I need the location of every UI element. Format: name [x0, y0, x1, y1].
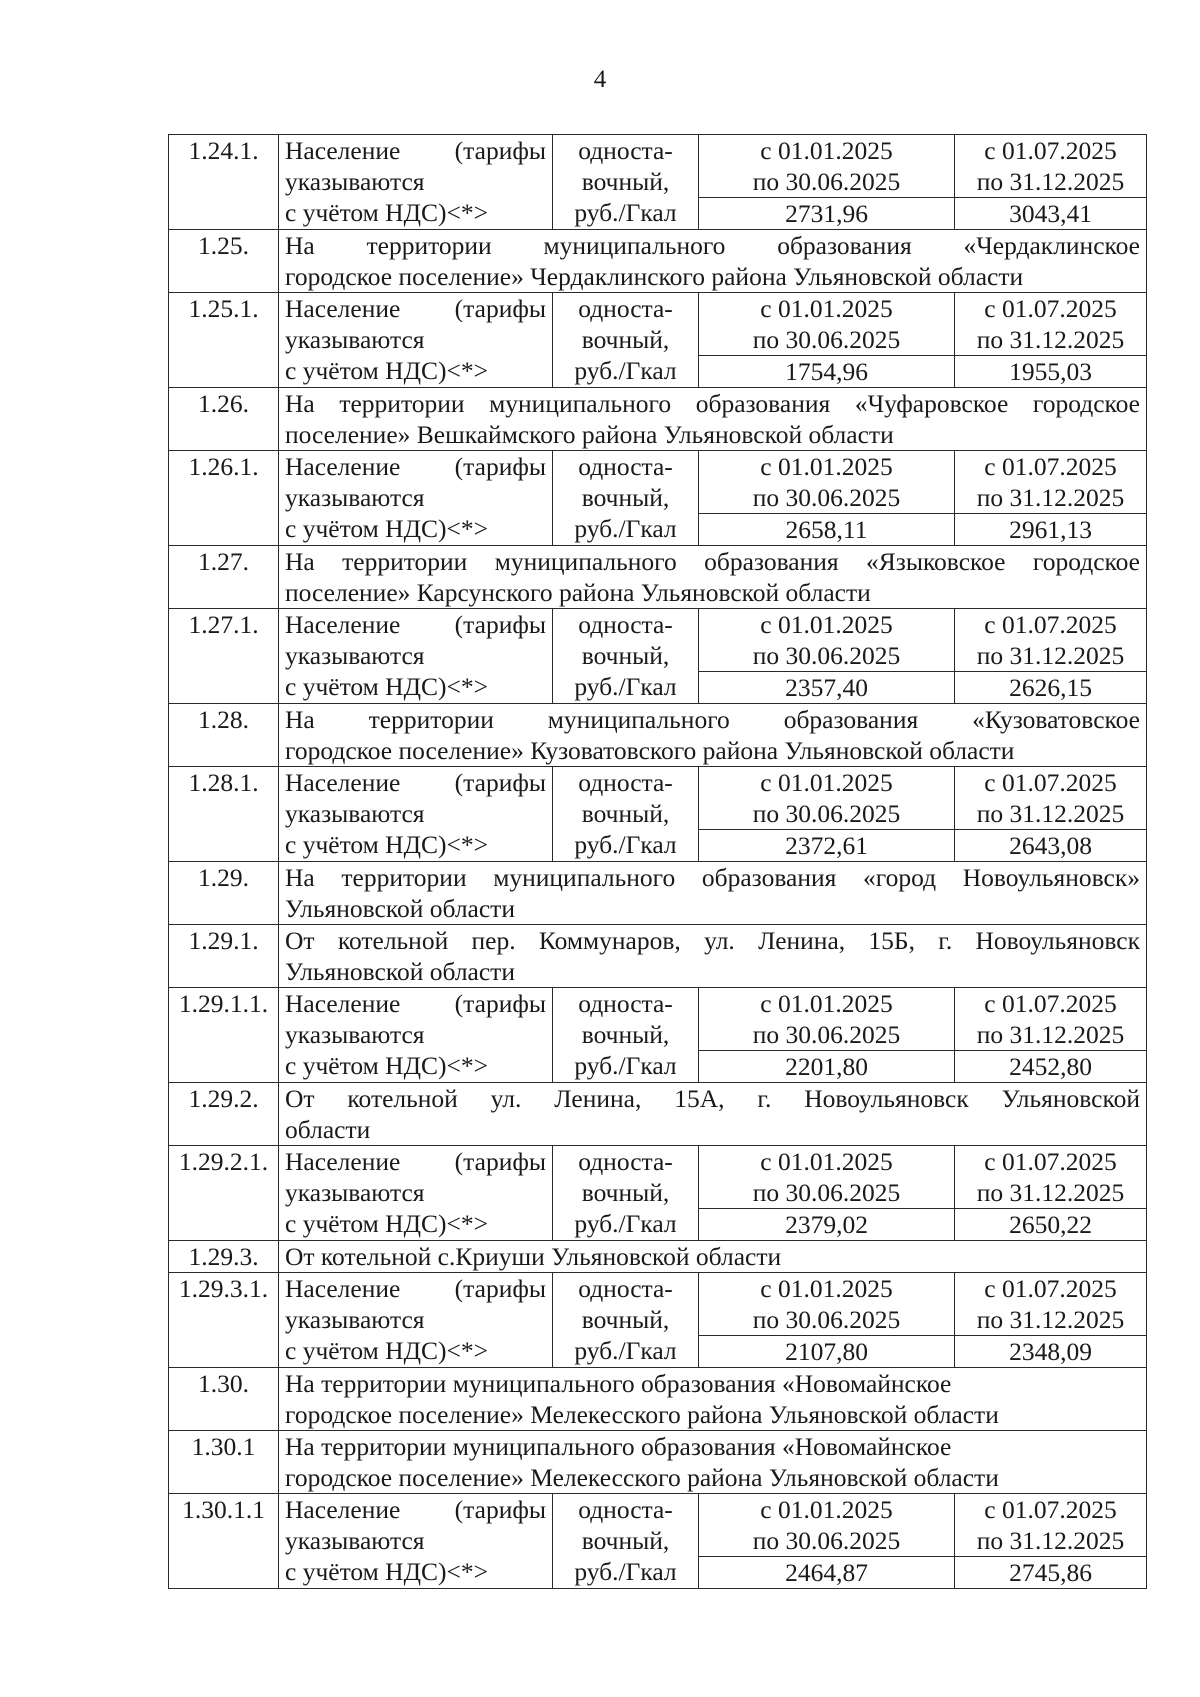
period-text: по 31.12.2025: [976, 167, 1125, 196]
area-description: [279, 230, 1147, 293]
period-text: по 31.12.2025: [976, 1020, 1125, 1049]
unit-text: односта-: [578, 768, 673, 797]
unit-text: руб./Гкал: [574, 1051, 677, 1080]
tariff-value-first-half: 2372,61: [699, 830, 955, 862]
consumer-cell: [279, 609, 553, 704]
consumer-cell: [279, 988, 553, 1083]
period-text: по 31.12.2025: [976, 799, 1125, 828]
consumer-text: с учётом НДС)<*>: [285, 672, 488, 701]
period-text: с 01.07.2025: [984, 1147, 1117, 1176]
consumer-text: с учётом НДС)<*>: [285, 514, 488, 543]
unit-cell: [553, 1494, 699, 1589]
tariff-value-second-half: 1955,03: [955, 356, 1147, 388]
row-number: 1.25.1.: [169, 293, 279, 388]
unit-text: руб./Гкал: [574, 514, 677, 543]
period-second-half: [955, 1146, 1147, 1209]
consumer-text: Население (тарифы: [285, 1495, 546, 1524]
unit-text: руб./Гкал: [574, 1557, 677, 1586]
area-text: От котельной пер. Коммунаров, ул. Ленина, 15Б, г. Новоульяновск: [285, 926, 1140, 955]
area-row: [169, 1368, 1147, 1431]
consumer-text: Население (тарифы: [285, 136, 546, 165]
tariff-row: [169, 609, 1147, 672]
unit-cell: [553, 767, 699, 862]
period-text: с 01.01.2025: [760, 452, 893, 481]
unit-text: односта-: [578, 452, 673, 481]
period-text: по 30.06.2025: [752, 1020, 901, 1049]
row-number: 1.29.1.: [169, 925, 279, 988]
tariff-value-first-half: 2658,11: [699, 514, 955, 546]
row-number: 1.27.1.: [169, 609, 279, 704]
tariff-value-first-half: 2379,02: [699, 1209, 955, 1241]
area-row: [169, 1241, 1147, 1273]
period-text: с 01.01.2025: [760, 1495, 893, 1524]
area-text: Ульяновской области: [285, 894, 515, 923]
consumer-text: с учётом НДС)<*>: [285, 198, 488, 227]
period-text: с 01.07.2025: [984, 1274, 1117, 1303]
tariff-row: [169, 451, 1147, 514]
tariff-value-second-half: 2452,80: [955, 1051, 1147, 1083]
unit-cell: [553, 451, 699, 546]
row-number: 1.30.: [169, 1368, 279, 1431]
unit-text: вочный,: [581, 1526, 670, 1555]
unit-text: руб./Гкал: [574, 356, 677, 385]
period-text: по 31.12.2025: [976, 1526, 1125, 1555]
consumer-text: с учётом НДС)<*>: [285, 1557, 488, 1586]
area-text: поселение» Карсунского района Ульяновской области: [285, 578, 871, 607]
area-description: [279, 1368, 1147, 1431]
period-second-half: [955, 451, 1147, 514]
area-text: От котельной с.Криуши Ульяновской области: [285, 1242, 782, 1271]
tariff-value-second-half: 2626,15: [955, 672, 1147, 704]
unit-cell: [553, 988, 699, 1083]
tariff-value-second-half: 2348,09: [955, 1336, 1147, 1368]
consumer-text: Население (тарифы: [285, 1274, 546, 1303]
consumer-text: указываются: [285, 1526, 425, 1555]
consumer-text: указываются: [285, 167, 425, 196]
area-text: городское поселение» Кузоватовского района Ульяновской области: [285, 736, 1015, 765]
unit-cell: [553, 609, 699, 704]
period-second-half: [955, 135, 1147, 198]
consumer-text: указываются: [285, 325, 425, 354]
consumer-text: Население (тарифы: [285, 452, 546, 481]
consumer-text: Население (тарифы: [285, 294, 546, 323]
area-text: На территории муниципального образования «Новомайнское: [285, 1432, 952, 1461]
period-text: по 30.06.2025: [752, 799, 901, 828]
unit-text: вочный,: [581, 1020, 670, 1049]
unit-text: вочный,: [581, 1305, 670, 1334]
tariff-value-first-half: 2107,80: [699, 1336, 955, 1368]
tariff-value-second-half: 2650,22: [955, 1209, 1147, 1241]
page-number: 4: [593, 66, 607, 93]
consumer-cell: [279, 451, 553, 546]
area-text: области: [285, 1115, 371, 1144]
period-text: с 01.07.2025: [984, 452, 1117, 481]
period-first-half: [699, 1146, 955, 1209]
row-number: 1.29.1.1.: [169, 988, 279, 1083]
area-description: [279, 1431, 1147, 1494]
unit-cell: [553, 1273, 699, 1368]
tariff-value-first-half: 1754,96: [699, 356, 955, 388]
unit-text: вочный,: [581, 641, 670, 670]
consumer-cell: [279, 767, 553, 862]
consumer-text: указываются: [285, 1305, 425, 1334]
consumer-text: с учётом НДС)<*>: [285, 1209, 488, 1238]
area-text: поселение» Вешкаймского района Ульяновской области: [285, 420, 894, 449]
unit-text: руб./Гкал: [574, 198, 677, 227]
consumer-text: с учётом НДС)<*>: [285, 830, 488, 859]
period-text: с 01.01.2025: [760, 294, 893, 323]
period-second-half: [955, 988, 1147, 1051]
tariff-value-second-half: 2745,86: [955, 1557, 1147, 1589]
area-row: [169, 230, 1147, 293]
area-row: [169, 925, 1147, 988]
unit-text: односта-: [578, 294, 673, 323]
period-second-half: [955, 609, 1147, 672]
area-text: На территории муниципального образования «Чердаклинское: [285, 231, 1140, 260]
tariff-value-first-half: 2357,40: [699, 672, 955, 704]
row-number: 1.25.: [169, 230, 279, 293]
row-number: 1.29.: [169, 862, 279, 925]
period-text: по 30.06.2025: [752, 641, 901, 670]
unit-text: односта-: [578, 610, 673, 639]
consumer-text: с учётом НДС)<*>: [285, 356, 488, 385]
consumer-text: указываются: [285, 799, 425, 828]
period-text: с 01.01.2025: [760, 1274, 893, 1303]
period-text: с 01.07.2025: [984, 610, 1117, 639]
area-text: На территории муниципального образования «Кузоватовское: [285, 705, 1140, 734]
period-text: с 01.07.2025: [984, 989, 1117, 1018]
unit-text: односта-: [578, 1274, 673, 1303]
area-text: На территории муниципального образования «Новомайнское: [285, 1369, 952, 1398]
period-first-half: [699, 451, 955, 514]
consumer-cell: [279, 1146, 553, 1241]
consumer-text: указываются: [285, 483, 425, 512]
tariff-row: [169, 1494, 1147, 1557]
tariff-table-body: [169, 135, 1147, 1589]
period-text: с 01.07.2025: [984, 1495, 1117, 1524]
period-second-half: [955, 767, 1147, 830]
row-number: 1.29.3.: [169, 1241, 279, 1273]
unit-text: руб./Гкал: [574, 1336, 677, 1365]
area-row: [169, 388, 1147, 451]
unit-cell: [553, 1146, 699, 1241]
row-number: 1.29.2.: [169, 1083, 279, 1146]
period-text: по 30.06.2025: [752, 483, 901, 512]
row-number: 1.24.1.: [169, 135, 279, 230]
period-text: по 30.06.2025: [752, 1178, 901, 1207]
area-description: [279, 1241, 1147, 1273]
period-text: по 30.06.2025: [752, 325, 901, 354]
unit-text: вочный,: [581, 325, 670, 354]
area-text: городское поселение» Мелекесского района Ульяновской области: [285, 1463, 999, 1492]
area-row: [169, 1083, 1147, 1146]
row-number: 1.29.3.1.: [169, 1273, 279, 1368]
area-text: городское поселение» Мелекесского района Ульяновской области: [285, 1400, 999, 1429]
period-first-half: [699, 293, 955, 356]
period-text: с 01.01.2025: [760, 989, 893, 1018]
period-text: по 31.12.2025: [976, 1178, 1125, 1207]
tariff-value-second-half: 3043,41: [955, 198, 1147, 230]
period-first-half: [699, 135, 955, 198]
consumer-text: с учётом НДС)<*>: [285, 1336, 488, 1365]
row-number: 1.30.1: [169, 1431, 279, 1494]
consumer-cell: [279, 1494, 553, 1589]
unit-cell: [553, 135, 699, 230]
period-text: по 31.12.2025: [976, 1305, 1125, 1334]
period-text: по 30.06.2025: [752, 1305, 901, 1334]
area-description: [279, 862, 1147, 925]
period-first-half: [699, 609, 955, 672]
period-first-half: [699, 1494, 955, 1557]
period-text: с 01.07.2025: [984, 768, 1117, 797]
row-number: 1.27.: [169, 546, 279, 609]
tariff-row: [169, 135, 1147, 198]
area-text: На территории муниципального образования «Чуфаровское городское: [285, 389, 1140, 418]
area-row: [169, 862, 1147, 925]
period-second-half: [955, 1494, 1147, 1557]
area-description: [279, 704, 1147, 767]
period-first-half: [699, 988, 955, 1051]
consumer-text: Население (тарифы: [285, 610, 546, 639]
area-description: [279, 1083, 1147, 1146]
period-text: по 31.12.2025: [976, 483, 1125, 512]
unit-text: односта-: [578, 1495, 673, 1524]
consumer-cell: [279, 1273, 553, 1368]
consumer-text: указываются: [285, 641, 425, 670]
tariff-row: [169, 293, 1147, 356]
period-text: по 30.06.2025: [752, 1526, 901, 1555]
area-description: [279, 925, 1147, 988]
tariff-row: [169, 988, 1147, 1051]
tariff-value-first-half: 2464,87: [699, 1557, 955, 1589]
unit-text: вочный,: [581, 799, 670, 828]
area-text: На территории муниципального образования «город Новоульяновск»: [285, 863, 1140, 892]
row-number: 1.26.: [169, 388, 279, 451]
area-description: [279, 546, 1147, 609]
area-row: [169, 1431, 1147, 1494]
area-row: [169, 704, 1147, 767]
row-number: 1.30.1.1: [169, 1494, 279, 1589]
unit-text: руб./Гкал: [574, 1209, 677, 1238]
consumer-text: Население (тарифы: [285, 768, 546, 797]
period-second-half: [955, 1273, 1147, 1336]
row-number: 1.29.2.1.: [169, 1146, 279, 1241]
tariff-table: [168, 134, 1147, 1589]
consumer-text: Население (тарифы: [285, 989, 546, 1018]
unit-text: односта-: [578, 136, 673, 165]
period-text: с 01.07.2025: [984, 294, 1117, 323]
consumer-text: указываются: [285, 1020, 425, 1049]
area-text: городское поселение» Чердаклинского района Ульяновской области: [285, 262, 1024, 291]
tariff-value-second-half: 2643,08: [955, 830, 1147, 862]
unit-text: вочный,: [581, 1178, 670, 1207]
unit-cell: [553, 293, 699, 388]
consumer-cell: [279, 135, 553, 230]
tariff-row: [169, 767, 1147, 830]
area-row: [169, 546, 1147, 609]
consumer-text: с учётом НДС)<*>: [285, 1051, 488, 1080]
consumer-cell: [279, 293, 553, 388]
period-text: с 01.01.2025: [760, 768, 893, 797]
row-number: 1.28.: [169, 704, 279, 767]
tariff-row: [169, 1146, 1147, 1209]
unit-text: односта-: [578, 1147, 673, 1176]
period-first-half: [699, 767, 955, 830]
area-text: Ульяновской области: [285, 957, 515, 986]
consumer-text: указываются: [285, 1178, 425, 1207]
area-description: [279, 388, 1147, 451]
period-first-half: [699, 1273, 955, 1336]
unit-text: руб./Гкал: [574, 672, 677, 701]
period-text: по 30.06.2025: [752, 167, 901, 196]
period-text: по 31.12.2025: [976, 641, 1125, 670]
consumer-text: Население (тарифы: [285, 1147, 546, 1176]
unit-text: руб./Гкал: [574, 830, 677, 859]
period-text: с 01.01.2025: [760, 610, 893, 639]
period-text: по 31.12.2025: [976, 325, 1125, 354]
period-text: с 01.01.2025: [760, 1147, 893, 1176]
period-second-half: [955, 293, 1147, 356]
unit-text: односта-: [578, 989, 673, 1018]
tariff-row: [169, 1273, 1147, 1336]
tariff-value-first-half: 2201,80: [699, 1051, 955, 1083]
tariff-value-second-half: 2961,13: [955, 514, 1147, 546]
area-text: От котельной ул. Ленина, 15А, г. Новоульяновск Ульяновской: [285, 1084, 1140, 1113]
row-number: 1.28.1.: [169, 767, 279, 862]
area-text: На территории муниципального образования «Языковское городское: [285, 547, 1140, 576]
period-text: с 01.01.2025: [760, 136, 893, 165]
tariff-value-first-half: 2731,96: [699, 198, 955, 230]
unit-text: вочный,: [581, 483, 670, 512]
period-text: с 01.07.2025: [984, 136, 1117, 165]
unit-text: вочный,: [581, 167, 670, 196]
row-number: 1.26.1.: [169, 451, 279, 546]
